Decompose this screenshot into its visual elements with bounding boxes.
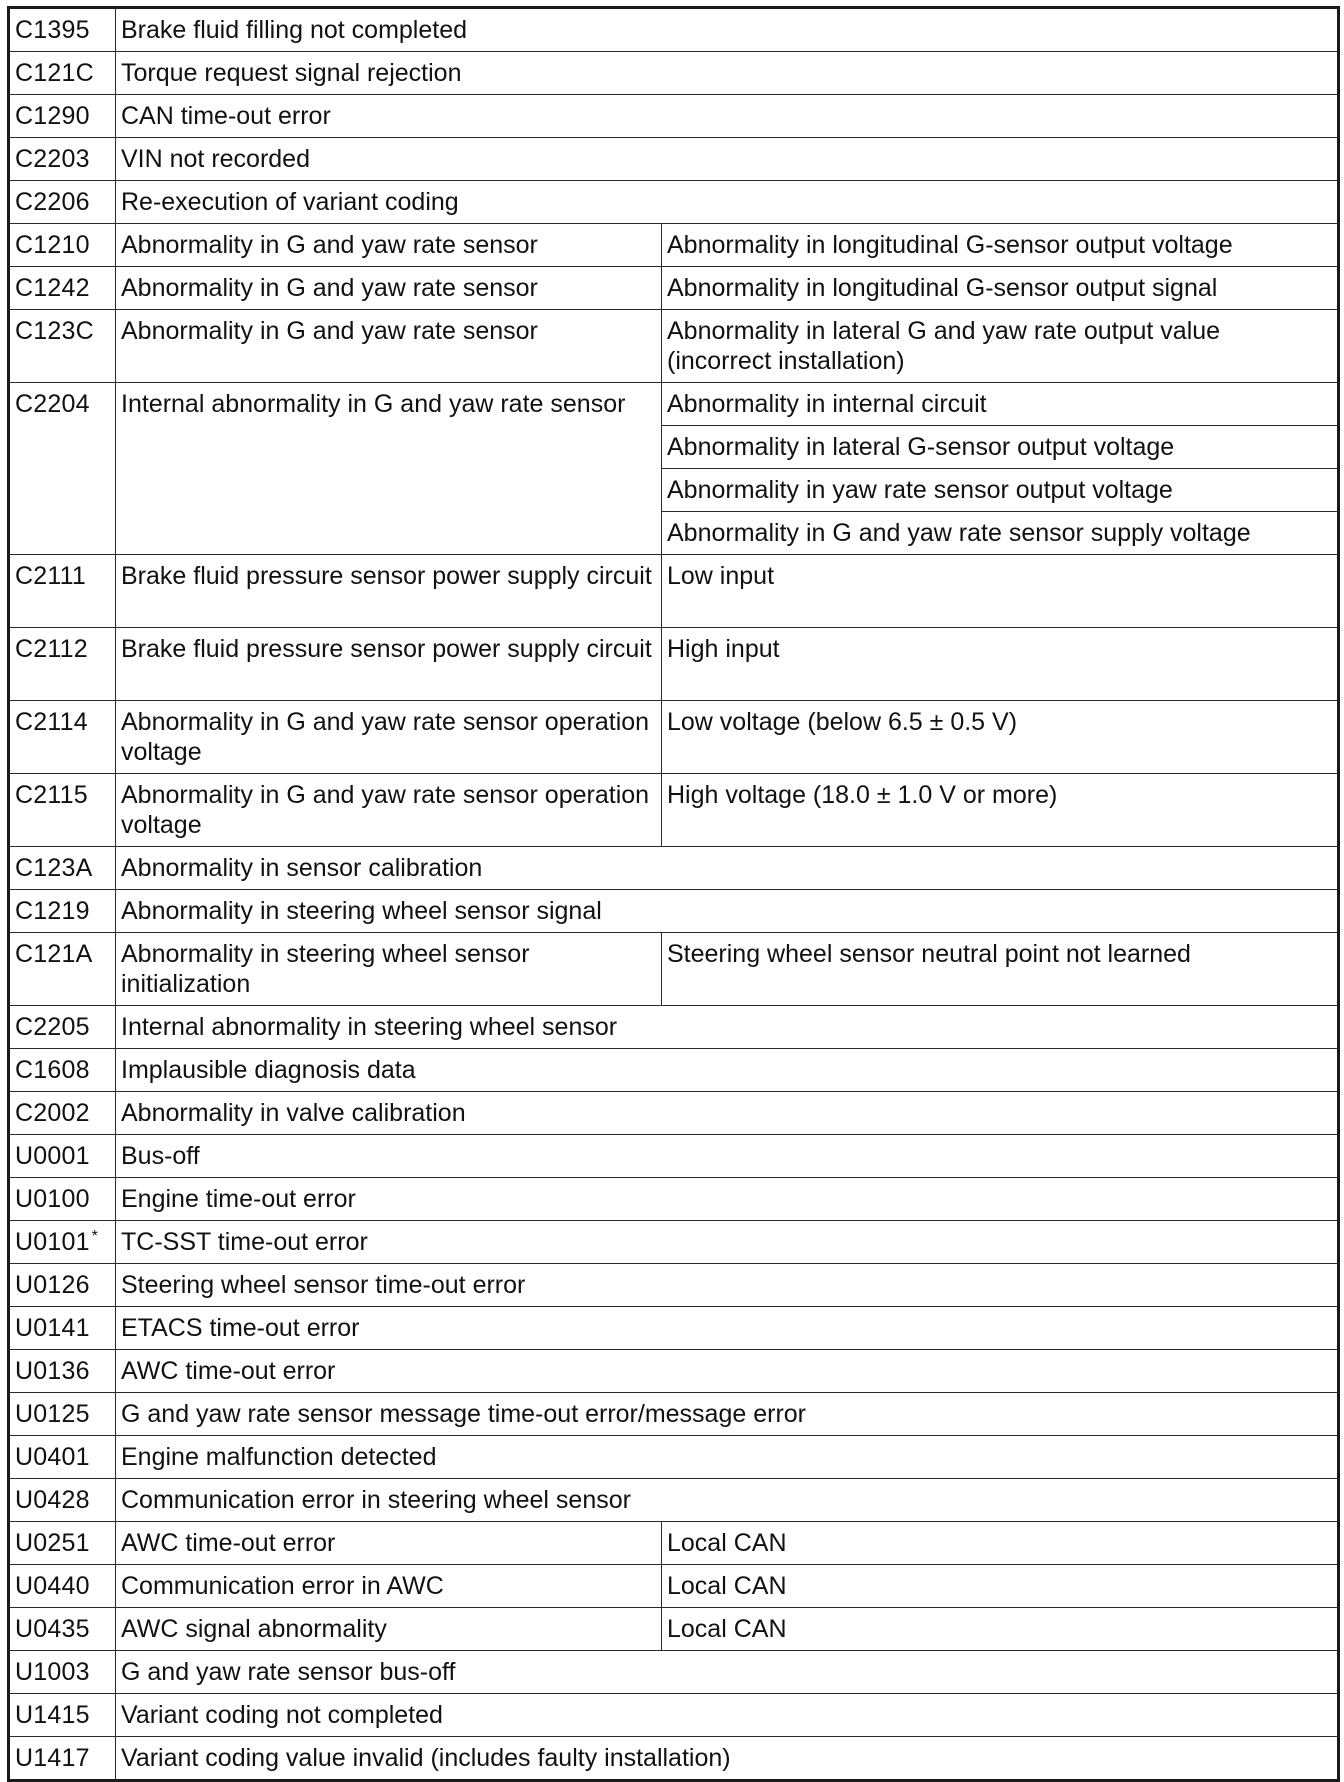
table-row: [9, 1608, 1339, 1651]
dtc-detail: Low voltage (below 6.5 ± 0.5 V): [662, 701, 1339, 774]
dtc-code: C2203: [15, 145, 90, 173]
table-row: [9, 310, 1339, 383]
footnote-marker: *: [91, 1227, 99, 1245]
table-row: [9, 847, 1339, 890]
table-row: [9, 181, 1339, 224]
dtc-description: Variant coding not completed: [116, 1694, 1339, 1737]
dtc-code-cell: [9, 701, 116, 774]
dtc-code: U0440: [15, 1572, 90, 1600]
dtc-description: AWC signal abnormality: [116, 1608, 662, 1651]
dtc-description: Abnormality in G and yaw rate sensor operation voltage: [116, 774, 662, 847]
dtc-description: G and yaw rate sensor bus-off: [116, 1651, 1339, 1694]
dtc-description: Torque request signal rejection: [116, 52, 1339, 95]
dtc-code: C1395: [15, 16, 90, 44]
dtc-code-cell: [9, 1006, 116, 1049]
dtc-table: [7, 6, 1340, 1782]
dtc-code-cell: [9, 95, 116, 138]
dtc-description: Engine time-out error: [116, 1178, 1339, 1221]
dtc-code: U1417: [15, 1744, 90, 1772]
dtc-detail: Abnormality in longitudinal G-sensor output signal: [662, 267, 1339, 310]
dtc-code: C2206: [15, 188, 90, 216]
dtc-code: U0435: [15, 1615, 90, 1643]
dtc-code-cell: [9, 774, 116, 847]
dtc-description: Brake fluid pressure sensor power supply circuit: [116, 555, 662, 628]
dtc-description: Abnormality in G and yaw rate sensor operation voltage: [116, 701, 662, 774]
dtc-code-cell: [9, 1350, 116, 1393]
table-row: [9, 1737, 1339, 1781]
dtc-detail: Low input: [662, 555, 1339, 628]
dtc-code-cell: [9, 628, 116, 701]
dtc-code-cell: [9, 1565, 116, 1608]
dtc-code-cell: [9, 138, 116, 181]
table-row: [9, 1565, 1339, 1608]
table-row: [9, 933, 1339, 1006]
dtc-table-body: [9, 8, 1339, 1781]
dtc-code: C123A: [15, 854, 93, 882]
dtc-description: Implausible diagnosis data: [116, 1049, 1339, 1092]
table-row: [9, 555, 1339, 628]
dtc-description: AWC time-out error: [116, 1350, 1339, 1393]
dtc-description: Brake fluid filling not completed: [116, 8, 1339, 52]
dtc-description: Steering wheel sensor time-out error: [116, 1264, 1339, 1307]
dtc-description: Re-execution of variant coding: [116, 181, 1339, 224]
dtc-code: U0125: [15, 1400, 90, 1428]
table-row: [9, 1264, 1339, 1307]
dtc-description: ETACS time-out error: [116, 1307, 1339, 1350]
dtc-description: Abnormality in steering wheel sensor signal: [116, 890, 1339, 933]
table-row: [9, 224, 1339, 267]
dtc-description: Abnormality in steering wheel sensor initialization: [116, 933, 662, 1006]
dtc-code: C1210: [15, 231, 90, 259]
dtc-code-cell: [9, 1522, 116, 1565]
dtc-description: CAN time-out error: [116, 95, 1339, 138]
dtc-code-cell: [9, 181, 116, 224]
dtc-code-cell: [9, 1178, 116, 1221]
dtc-code: C1290: [15, 102, 90, 130]
dtc-code: U0251: [15, 1529, 90, 1557]
dtc-code-cell: [9, 267, 116, 310]
dtc-description: Engine malfunction detected: [116, 1436, 1339, 1479]
dtc-description: Abnormality in G and yaw rate sensor: [116, 310, 662, 383]
table-row: [9, 1307, 1339, 1350]
dtc-code: C121A: [15, 940, 93, 968]
dtc-code-cell: [9, 224, 116, 267]
table-row: [9, 1393, 1339, 1436]
dtc-detail: Local CAN: [662, 1522, 1339, 1565]
table-row: [9, 1694, 1339, 1737]
dtc-detail: Local CAN: [662, 1608, 1339, 1651]
dtc-code: C2002: [15, 1099, 90, 1127]
dtc-code-cell: [9, 1651, 116, 1694]
table-row: [9, 890, 1339, 933]
dtc-code-cell: [9, 1221, 116, 1264]
table-row: [9, 774, 1339, 847]
table-row: [9, 383, 1339, 426]
dtc-code-cell: [9, 1049, 116, 1092]
table-row: [9, 1479, 1339, 1522]
dtc-description: Abnormality in valve calibration: [116, 1092, 1339, 1135]
table-row: [9, 1178, 1339, 1221]
dtc-detail: Abnormality in lateral G-sensor output voltage: [662, 426, 1339, 469]
table-row: [9, 1221, 1339, 1264]
table-row: [9, 52, 1339, 95]
dtc-code: U0136: [15, 1357, 90, 1385]
dtc-code: U0401: [15, 1443, 90, 1471]
dtc-code-cell: [9, 8, 116, 52]
dtc-code-cell: [9, 1264, 116, 1307]
dtc-description: Bus-off: [116, 1135, 1339, 1178]
dtc-code-cell: [9, 1694, 116, 1737]
dtc-code: C2112: [15, 635, 88, 663]
dtc-detail: Local CAN: [662, 1565, 1339, 1608]
dtc-description: AWC time-out error: [116, 1522, 662, 1565]
dtc-code-cell: [9, 1135, 116, 1178]
dtc-detail: Steering wheel sensor neutral point not learned: [662, 933, 1339, 1006]
dtc-code: U0100: [15, 1185, 90, 1213]
dtc-code: U0101: [15, 1228, 90, 1256]
dtc-code-cell: [9, 383, 116, 555]
dtc-detail: Abnormality in yaw rate sensor output voltage: [662, 469, 1339, 512]
dtc-description: Brake fluid pressure sensor power supply circuit: [116, 628, 662, 701]
dtc-detail: Abnormality in longitudinal G-sensor output voltage: [662, 224, 1339, 267]
dtc-code: C1608: [15, 1056, 90, 1084]
table-row: [9, 1436, 1339, 1479]
dtc-code-cell: [9, 1608, 116, 1651]
dtc-code: C121C: [15, 59, 94, 87]
dtc-code: C2111: [15, 562, 86, 590]
dtc-description: Communication error in AWC: [116, 1565, 662, 1608]
dtc-description: G and yaw rate sensor message time-out error/message error: [116, 1393, 1339, 1436]
dtc-code: U0428: [15, 1486, 90, 1514]
dtc-code-cell: [9, 1737, 116, 1781]
table-row: [9, 267, 1339, 310]
dtc-code: U1415: [15, 1701, 90, 1729]
dtc-detail: Abnormality in internal circuit: [662, 383, 1339, 426]
dtc-code-cell: [9, 52, 116, 95]
dtc-detail: Abnormality in lateral G and yaw rate output value (incorrect installation): [662, 310, 1339, 383]
dtc-code: U0001: [15, 1142, 90, 1170]
dtc-description: Abnormality in sensor calibration: [116, 847, 1339, 890]
dtc-description: Abnormality in G and yaw rate sensor: [116, 267, 662, 310]
dtc-code: C2205: [15, 1013, 90, 1041]
dtc-code: C2204: [15, 390, 90, 418]
dtc-code-cell: [9, 1092, 116, 1135]
dtc-code-cell: [9, 1307, 116, 1350]
table-row: [9, 1135, 1339, 1178]
dtc-description: VIN not recorded: [116, 138, 1339, 181]
dtc-code: C2114: [15, 708, 88, 736]
table-row: [9, 1092, 1339, 1135]
dtc-code-cell: [9, 890, 116, 933]
table-row: [9, 1006, 1339, 1049]
table-row: [9, 1522, 1339, 1565]
dtc-code: C2115: [15, 781, 88, 809]
table-row: [9, 1049, 1339, 1092]
dtc-description: TC-SST time-out error: [116, 1221, 1339, 1264]
table-row: [9, 1350, 1339, 1393]
dtc-code-cell: [9, 310, 116, 383]
table-row: [9, 628, 1339, 701]
table-row: [9, 8, 1339, 52]
dtc-code: U0126: [15, 1271, 90, 1299]
dtc-code-cell: [9, 1436, 116, 1479]
dtc-code: U0141: [15, 1314, 90, 1342]
table-row: [9, 138, 1339, 181]
table-row: [9, 95, 1339, 138]
dtc-code: U1003: [15, 1658, 90, 1686]
dtc-code-cell: [9, 847, 116, 890]
dtc-code-cell: [9, 1479, 116, 1522]
table-row: [9, 701, 1339, 774]
dtc-detail: High voltage (18.0 ± 1.0 V or more): [662, 774, 1339, 847]
dtc-code-cell: [9, 933, 116, 1006]
dtc-description: Internal abnormality in G and yaw rate sensor: [116, 383, 662, 555]
dtc-code-cell: [9, 1393, 116, 1436]
dtc-code: C1242: [15, 274, 90, 302]
dtc-description: Communication error in steering wheel sensor: [116, 1479, 1339, 1522]
dtc-description: Variant coding value invalid (includes faulty installation): [116, 1737, 1339, 1781]
dtc-code: C1219: [15, 897, 90, 925]
dtc-code-cell: [9, 555, 116, 628]
dtc-detail: Abnormality in G and yaw rate sensor supply voltage: [662, 512, 1339, 555]
dtc-description: Internal abnormality in steering wheel sensor: [116, 1006, 1339, 1049]
dtc-code: C123C: [15, 317, 94, 345]
dtc-description: Abnormality in G and yaw rate sensor: [116, 224, 662, 267]
table-row: [9, 1651, 1339, 1694]
dtc-detail: High input: [662, 628, 1339, 701]
